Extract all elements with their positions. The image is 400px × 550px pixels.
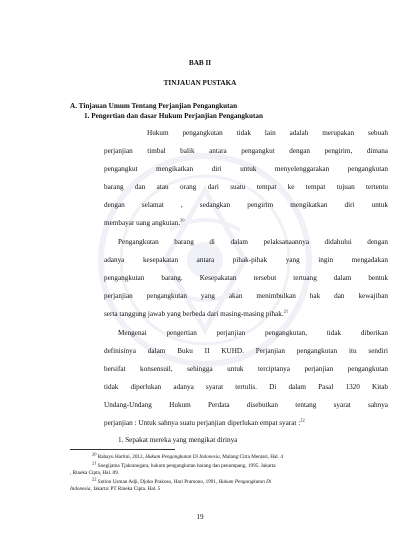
para1-line: dengan selamat , sedangkan pengirim mengikatkan diri untuk	[104, 201, 388, 209]
para1-line: perjanjian timbal balik antara pengangkut dengan pengirim, dimana	[104, 147, 388, 155]
footnote-21	[92, 460, 276, 470]
footnote-title: Indonesia	[70, 486, 91, 492]
footnote-21-cont: , Rineka Cipta, Hal. 89.	[70, 470, 119, 476]
footnote-ref-20: 20	[180, 217, 185, 223]
para3-text: perjanjian : Untuk sahnya suatu perjanjian diperlukan empat syarat :	[104, 419, 301, 427]
footnote-number: 21	[92, 460, 97, 466]
subsection-heading-1: 1. Pengertian dan dasar Hukum Perjanjian Pengangkutan	[84, 112, 263, 120]
chapter-number: BAB II	[188, 59, 212, 67]
chapter-title: TINJAUAN PUSTAKA	[163, 79, 237, 87]
section-heading-a: A. Tinjauan Umum Tentang Perjanjian Pengangkutan	[70, 102, 238, 110]
para3-line: definisinya dalam Buku II KUHD. Perjanjian pengangkutan itu sendiri	[104, 347, 388, 355]
para1-last-line	[104, 219, 185, 228]
list-item: 1. Sepakat mereka yang mengikat dirinya	[118, 436, 238, 444]
para3-line: bersifat konsensuil, sehingga untuk terciptanya perjanjian pengangkutan	[104, 365, 388, 373]
footnote-title: Hukum Pengangkutan Di Indonesia	[145, 454, 220, 460]
para1-line: barang dan atau orang dari suatu tempat ke tempat tujuan tertentu	[104, 183, 388, 191]
para2-line: Pengangkutan barang di dalam pelaksanaannya didahului dengan	[118, 238, 388, 246]
page-number: 19	[196, 513, 204, 521]
para2-line: pengangkutan barang. Kesepakatan tersebut tertuang dalam bentuk	[104, 274, 388, 282]
footnote-ref-22: 22	[300, 417, 305, 423]
footnote-number: 22	[92, 476, 97, 482]
para3-line: tidak diperlukan adanya syarat tertulis. Di dalam Pasal 1320 Kitab	[104, 383, 388, 391]
footnote-text: , Malang:Citra Mentari, Hal. 4	[219, 454, 283, 460]
para3-last-line	[104, 419, 305, 428]
para3-line: Mengenai pengertian perjanjian pengangkutan, tidak diberikan	[118, 329, 388, 337]
footnote-text: Soegijatna Tjakranegara, hukum pengangkutan barang dan penumpang, 1995. Jakarta	[97, 463, 276, 469]
para1-line: Hukum pengangkutan tidak lain adalah merupakan sebuah	[147, 129, 388, 137]
footnote-20	[92, 451, 283, 461]
footnote-text: Sution Usman Adji, Djoko Prakoso, Hari Pramono, 1991,	[97, 479, 219, 485]
footnote-ref-21: 21	[283, 308, 289, 314]
footnote-22	[92, 476, 272, 486]
para2-last-line	[104, 310, 288, 319]
footnote-separator	[70, 449, 175, 450]
para2-text: serta tanggung jawab yang berbeda dari masing-masing pihak.	[104, 310, 284, 318]
footnote-title: Hukum Pengangkutan Di	[218, 479, 272, 485]
footnote-22-cont	[70, 486, 160, 493]
para2-line: adanya kesepakatan antara pihak-pihak yang ingin mengadakan	[104, 256, 388, 264]
para2-line: perjanjian pengangkutan yang akan menimbulkan hak dan kewajiban	[104, 292, 388, 300]
footnote-text: Rahayu Hartini, 2012,	[97, 454, 146, 460]
para1-text: membayar uang angkutan.	[104, 219, 181, 227]
footnote-text: , Jakarta: PT Rineka Cipta. Hal. 5	[90, 486, 161, 492]
para3-line: Undang-Undang Hukum Perdata disebutkan tentang syarat sahnya	[104, 401, 388, 409]
footnote-number: 20	[92, 451, 97, 457]
para1-line: pengangkut mengikatkan diri untuk menyelenggarakan pengangkutan	[104, 165, 388, 173]
